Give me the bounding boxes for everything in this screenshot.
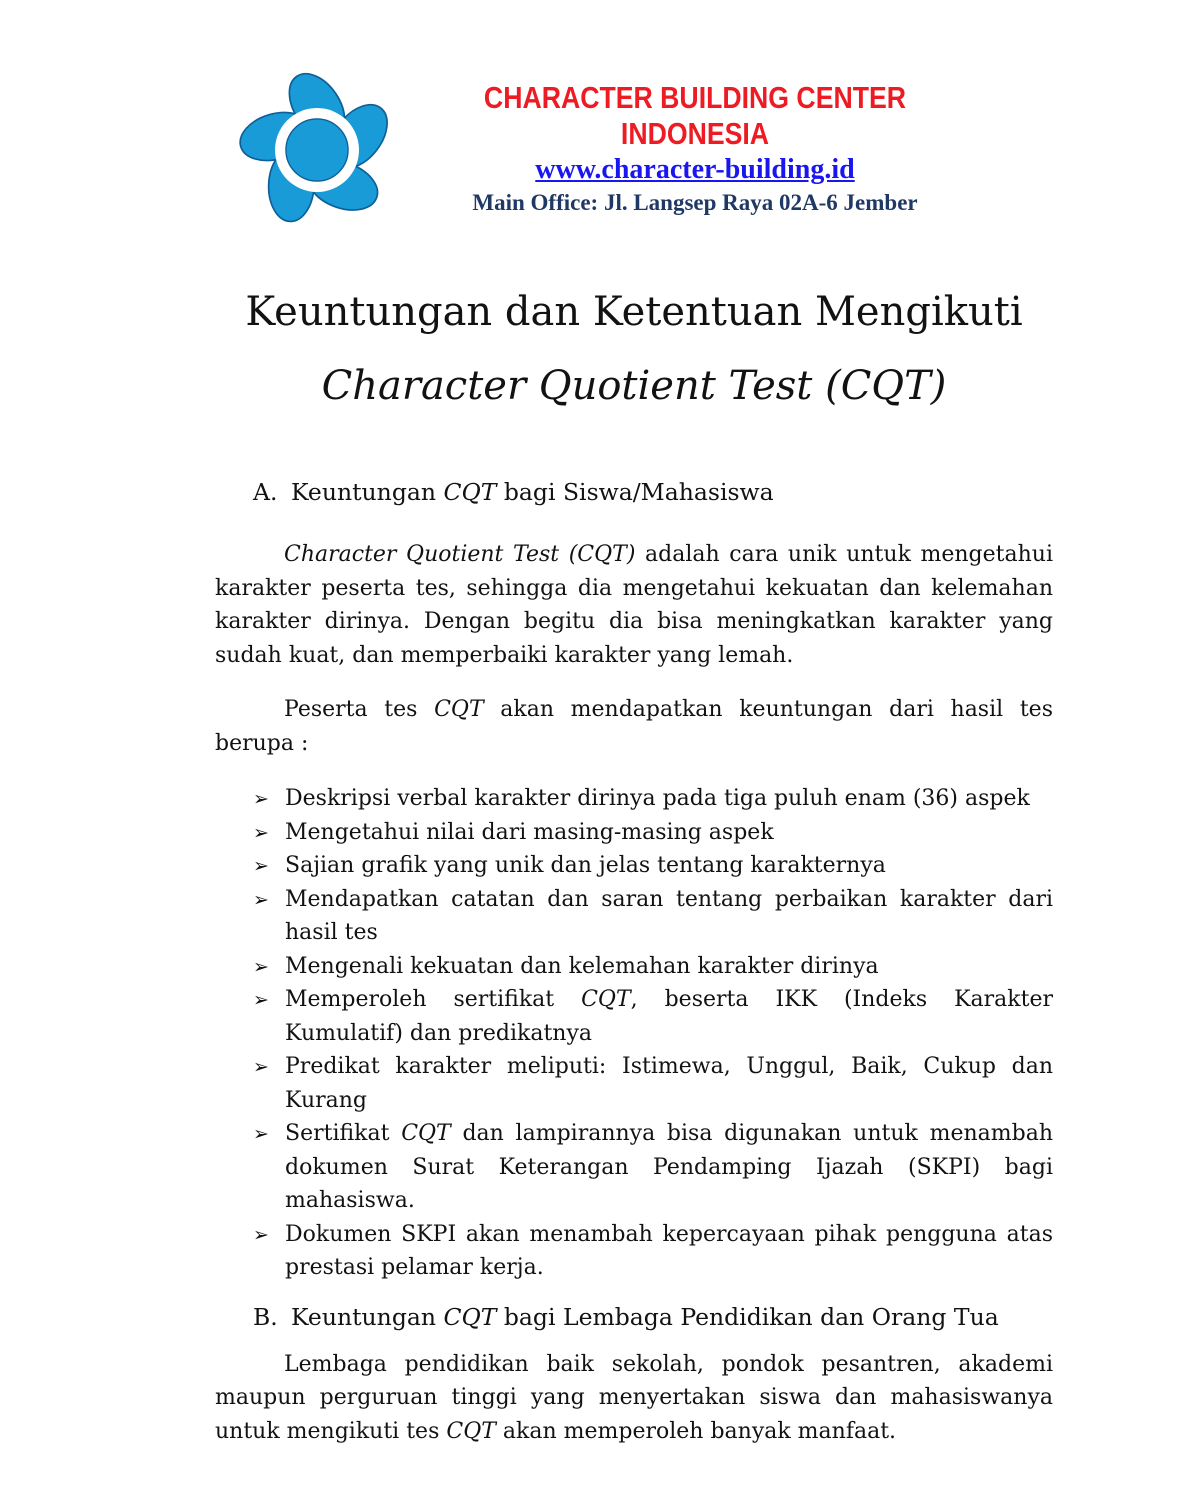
org-name-line1: CHARACTER BUILDING CENTER [483, 80, 907, 115]
section-a-heading-text: Keuntungan CQT bagi Siswa/Mahasiswa [291, 478, 774, 506]
list-item-text: Mengetahui nilai dari masing-masing aspek [285, 819, 774, 845]
office-address: Main Office: Jl. Langsep Raya 02A-6 Jember [472, 190, 918, 215]
page-subtitle: Character Quotient Test (CQT) [321, 363, 947, 409]
list-item-text: Memperoleh sertifikat CQT, beserta IKK (Indeks Karakter Kumulatif) dan predikatnya [285, 987, 1053, 1046]
list-item-text: Sertifikat CQT dan lampirannya bisa digunakan untuk menambah dokumen Surat Keterangan Pendamping Ijazah (SKPI) bagi mahasiswa. [285, 1121, 1053, 1213]
cbc-logo [230, 66, 404, 234]
document-body [215, 240, 1053, 1448]
arrow-bullet-icon: ➢ [253, 788, 269, 810]
page-title: Keuntungan dan Ketentuan Mengikuti [245, 289, 1023, 335]
section-a-label: A. [253, 478, 278, 506]
arrow-bullet-icon: ➢ [253, 1123, 269, 1145]
section-b-heading [215, 1301, 1053, 1333]
page-header [0, 0, 1191, 240]
arrow-bullet-icon: ➢ [253, 989, 269, 1011]
list-item [215, 983, 1053, 1050]
website-row [435, 155, 955, 188]
header-text-block [435, 80, 955, 216]
section-b-label: B. [253, 1302, 278, 1331]
paragraph-a1: Character Quotient Test (CQT) adalah cara unik untuk mengetahui karakter peserta tes, sehingga dia mengetahui kekuatan dan kelemahan karakter dirinya. Dengan begitu dia bisa meningkatkan karakter yang sudah kuat, dan memperbaiki karakter yang lemah. [215, 542, 1053, 668]
list-item-text: Mendapatkan catatan dan saran tentang perbaikan karakter dari hasil tes [285, 886, 1053, 945]
list-item-text: Dokumen SKPI akan menambah kepercayaan pihak pengguna atas prestasi pelamar kerja. [285, 1221, 1053, 1280]
list-item [215, 1117, 1053, 1218]
list-item-text: Sajian grafik yang unik dan jelas tentang karakternya [285, 853, 886, 878]
arrow-bullet-icon: ➢ [253, 888, 269, 911]
list-item-text: Deskripsi verbal karakter dirinya pada tiga puluh enam (36) aspek [285, 786, 1030, 811]
list-item [215, 849, 1053, 883]
pinwheel-flower-icon [230, 66, 404, 234]
arrow-bullet-icon: ➢ [253, 821, 269, 844]
arrow-bullet-icon: ➢ [253, 955, 269, 978]
paragraph-b1: Lembaga pendidikan baik sekolah, pondok pesantren, akademi maupun perguruan tinggi yang menyertakan siswa dan mahasiswanya untuk mengikuti tes CQT akan memperoleh banyak manfaat. [215, 1351, 1053, 1444]
arrow-bullet-icon: ➢ [253, 1056, 269, 1078]
list-item [215, 883, 1053, 950]
list-item-text: Predikat karakter meliputi: Istimewa, Unggul, Baik, Cukup dan Kurang [285, 1054, 1053, 1113]
list-item [215, 816, 1053, 850]
list-item [215, 782, 1053, 816]
section-a-heading [215, 476, 1053, 508]
arrow-bullet-icon: ➢ [253, 855, 269, 877]
list-item-text: Mengenali kekuatan dan kelemahan karakter dirinya [285, 953, 879, 979]
list-item [215, 1050, 1053, 1117]
benefit-list [215, 782, 1053, 1285]
website-link[interactable]: www.character-building.id [535, 154, 855, 185]
arrow-bullet-icon: ➢ [253, 1223, 269, 1246]
paragraph-a2: Peserta tes CQT akan mendapatkan keuntungan dari hasil tes berupa : [215, 697, 1053, 756]
list-item [215, 1218, 1053, 1285]
org-name-line2: INDONESIA [620, 116, 770, 151]
list-item [215, 950, 1053, 984]
section-b-heading-text: Keuntungan CQT bagi Lembaga Pendidikan dan Orang Tua [291, 1302, 999, 1331]
